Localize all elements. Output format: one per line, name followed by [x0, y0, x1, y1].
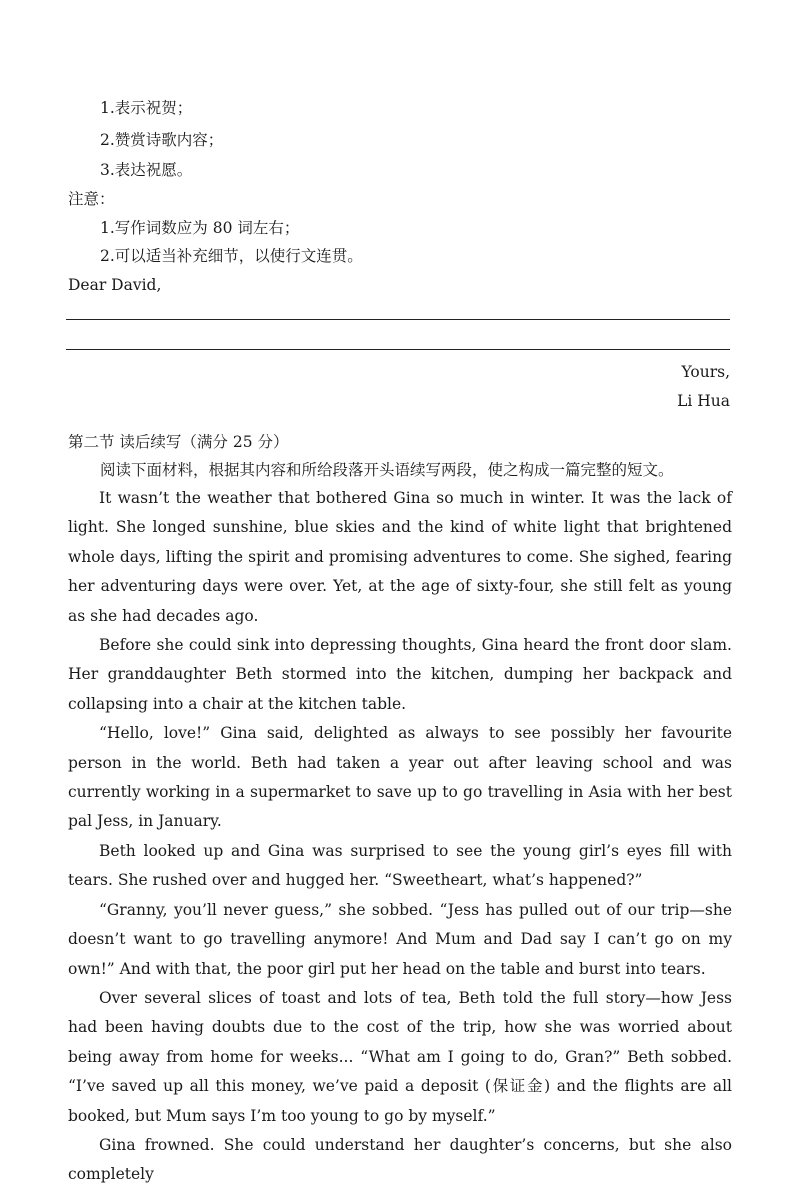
- story-paragraph-7: Gina frowned. She could understand her daughter’s concerns, but she also completely: [68, 1135, 732, 1184]
- story-paragraph-6: Over several slices of toast and lots of tea, Beth told the full story—how Jess had been having doubts due to the cost of the trip, how she was worried about being away from home for weeks... “What am I going to do, Gran?” Beth sobbed. “I’ve saved up all this money, we’ve paid a deposit (保证金) and the flights are all booked, but Mum says I’m too young to go by myself.”: [68, 988, 732, 1125]
- letter-closing: Yours,: [681, 363, 730, 381]
- notice-label: 注意：: [68, 190, 115, 208]
- task-point-3: 3.表达祝愿。: [100, 161, 193, 179]
- writing-line-2: [66, 349, 730, 350]
- letter-signature: Li Hua: [677, 392, 730, 410]
- story-paragraph-2: Before she could sink into depressing thoughts, Gina heard the front door slam. Her granddaughter Beth stormed into the kitchen, dumping her backpack and collapsing into a chair at the kitchen table.: [68, 636, 732, 713]
- story-paragraph-4: Beth looked up and Gina was surprised to see the young girl’s eyes fill with tears. She rushed over and hugged her. “Sweetheart, what’s happened?”: [68, 841, 732, 890]
- section-instruction: 阅读下面材料，根据其内容和所给段落开头语续写两段，使之构成一篇完整的短文。: [100, 461, 674, 479]
- story-paragraph-1: It wasn’t the weather that bothered Gina so much in winter. It was the lack of light. She longed sunshine, blue skies and the kind of white light that brightened whole days, lifting the spirit and promising adventures to come. She sighed, fearing her adventuring days were over. Yet, at the age of sixty-four, she still felt as young as she had decades ago.: [68, 489, 732, 625]
- notice-item-1: 1.写作词数应为 80 词左右；: [100, 219, 300, 237]
- task-point-1: 1.表示祝贺；: [100, 99, 193, 117]
- section-heading: 第二节 读后续写（满分 25 分）: [68, 433, 289, 451]
- story-paragraph-3: “Hello, love!” Gina said, delighted as always to see possibly her favourite person in the world. Beth had taken a year out after leaving school and was currently working in a supermarket to save up to go travelling in Asia with her best pal Jess, in January.: [68, 724, 732, 831]
- story-text: [68, 484, 732, 1190]
- notice-item-2: 2.可以适当补充细节，以使行文连贯。: [100, 247, 363, 265]
- story-paragraph-5: “Granny, you’ll never guess,” she sobbed. “Jess has pulled out of our trip—she doesn’t want to go travelling anymore! And Mum and Dad say I can’t go on my own!” And with that, the poor girl put her head on the table and burst into tears.: [68, 900, 732, 978]
- letter-greeting: Dear David,: [68, 276, 162, 294]
- writing-line-1: [66, 319, 730, 320]
- task-point-2: 2.赞赏诗歌内容；: [100, 131, 224, 149]
